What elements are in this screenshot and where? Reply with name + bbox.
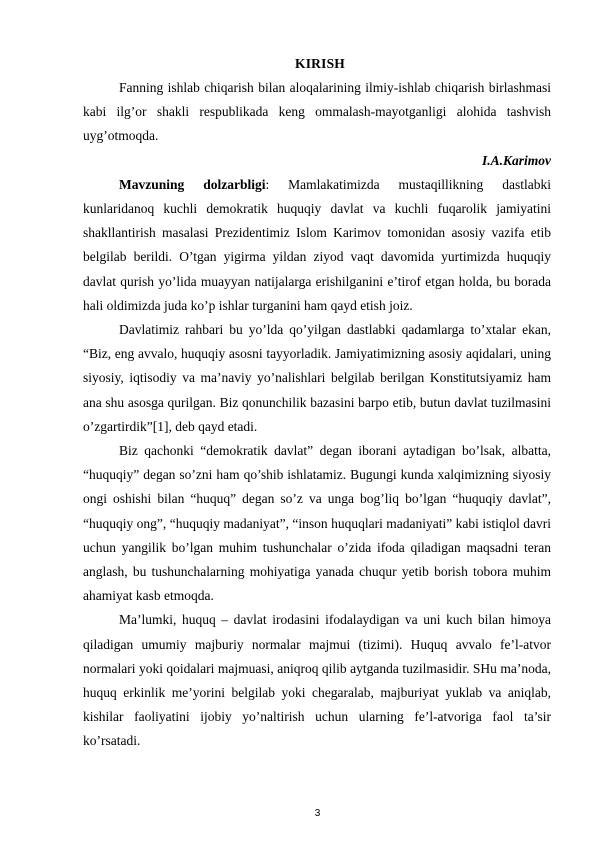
section-heading: KIRISH <box>295 56 345 71</box>
body-text <box>83 76 551 754</box>
paragraph-law-definition: Ma’lumki, huquq – davlat irodasini ifodalaydigan va uni kuch bilan himoya qiladigan umumiy majburiy normalar majmui (tizimi). Huquq avvalo fe’l-atvor normalari yoki qoidalari majmuasi, aniqroq qilib aytganda tuzilmasidir. SHu ma’noda, huquq erkinlik me’yorini belgilab yoki chegaralab, majburiyat yuklab va aniqlab, kishilar faoliyatini ijobiy yo’naltirish uchun ularning fe’l-atvoriga faol ta’sir ko’rsatadi. <box>83 612 551 749</box>
paragraph-president-quote: Davlatimiz rahbari bu yo’lda qo’yilgan dastlabki qadamlarga to’xtalar ekan, “Biz, eng avvalo, huquqiy asosni tayyorladik. Jamiyatimizning asosiy aqidalari, uning siyosiy, iqtisodiy va ma’naviy yo’nalishlari belgilab berilgan Konstitutsiyamiz ham ana shu asosga qurilgan. Biz qonunchilik bazasini barpo etib, butun davlat tuzilmasini o’zgartirdik”[1], deb qayd etadi. <box>83 322 551 434</box>
page-number: 3 <box>314 808 321 819</box>
relevance-label: Mavzuning dolzarbligi <box>119 176 266 192</box>
paragraph-relevance <box>83 173 551 318</box>
paragraph-democratic-state: Biz qachonki “demokratik davlat” degan iborani aytadigan bo’lsak, albatta, “huquqiy” degan so’zni ham qo’shib ishlatamiz. Bugungi kunda xalqimizning siyosiy ongi oshishi bilan “huquq” degan so’z va unga bog’liq bo’lgan “huquqiy davlat”, “huquqiy ong”, “huquqiy madaniyat”, “inson huquqlari madaniyati” kabi istiqlol davri uchun yangilik bo’lgan muhim tushunchalar o’zida ifoda qiladigan maqsadni teran anglash, bu tushunchalarning mohiyatiga yanada chuqur yetib borish tobora muhim ahamiyat kasb etmoqda. <box>83 443 551 604</box>
paragraph-epigraph: Fanning ishlab chiqarish bilan aloqalarining ilmiy-ishlab chiqarish birlashmasi kabi ilg’or shakli respublikada keng ommalash-mayotganligi alohida tashvish uyg’otmoqda. <box>83 80 551 144</box>
epigraph-author: I.A.Karimov <box>481 152 551 168</box>
relevance-text: : Mamlakatimizda mustaqillikning dastlabki kunlaridanoq kuchli demokratik huquqiy davlat va kuchli fuqarolik jamiyatini shakllantirish masalasi Prezidentimiz Islom Karimov tomonidan asosiy vazifa etib belgilab berildi. O’tgan yigirma yildan ziyod vaqt davomida yurtimizda huquqiy davlat qurish yo’lida muayyan natijalarga erishilganini e’tirof etgan holda, bu borada hali oldimizda juda ko’p ishlar turganini ham qayd etish joiz. <box>83 176 551 313</box>
